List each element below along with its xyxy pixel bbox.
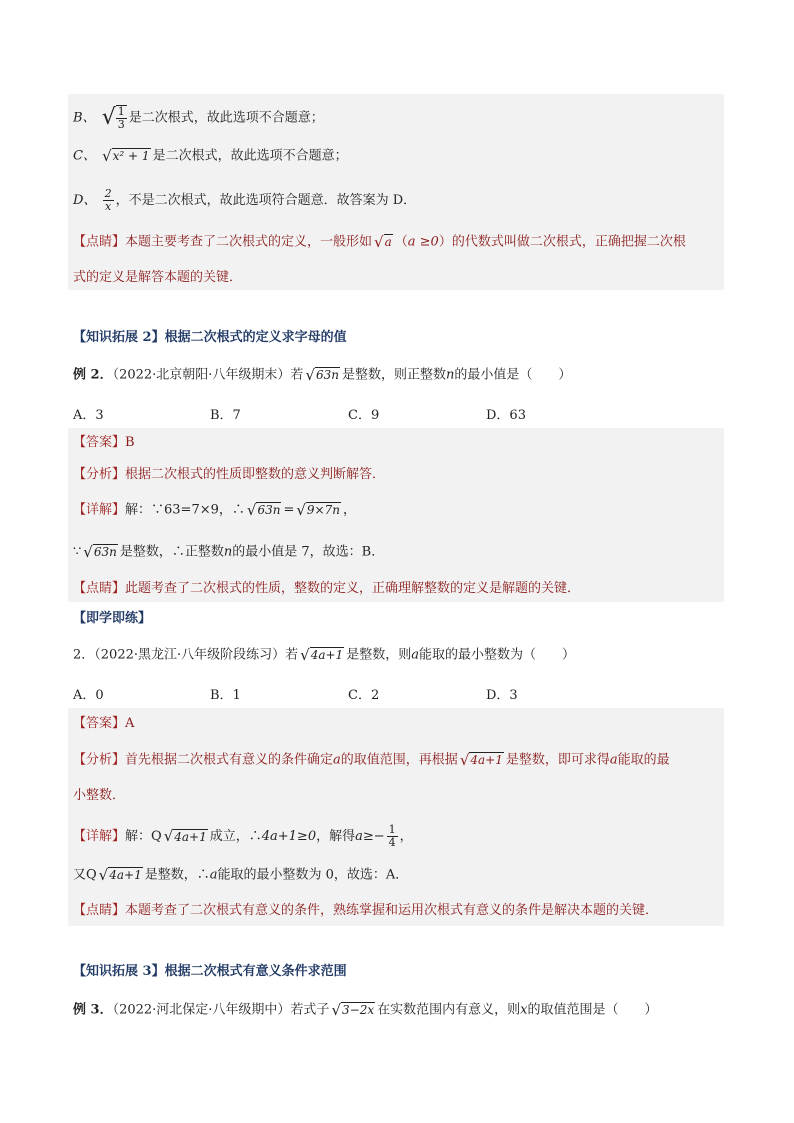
answer-value: A [125,716,135,731]
option-label: B、 [73,110,96,126]
question-number: 2． [73,647,95,663]
radicand: 4a+1 [470,753,503,767]
sqrt-fraction: √ $\frac{1}{3}$ [101,105,125,131]
xiangjie-line-2 [73,542,384,563]
sqrt-expression: √x² + 1 [102,146,150,165]
option-c-explanation [73,146,348,167]
section-heading-3: 【知识拓展 3】根据二次根式有意义条件求范围 [73,964,347,979]
option-b-explanation [73,105,324,131]
radicand: 4a+1 [174,829,207,844]
radicand: 63n [93,545,117,559]
result: a≥− [355,829,385,844]
fenxi-text: 根据二次根式的性质即整数的意义判断解答． [125,467,386,482]
punctuation: ， [342,502,356,518]
choice-c: C．9 [348,408,380,423]
answer-line [73,714,134,734]
sqrt-9x7n: √9×7n [296,500,340,519]
sqrt-63n: √63n [246,500,281,519]
question-text: 在实数范围内有意义，则 [377,1002,521,1018]
variable: a [609,752,618,768]
option-label: C、 [73,148,96,164]
dianjing-tag: 【点睛】 [73,581,126,596]
choice-b: B．1 [210,688,241,703]
answer-line [73,433,135,453]
dianjing-text: 此题考查了二次根式的性质，整数的定义，正确理解整数的定义是解题的关键． [125,581,581,596]
fenxi-line [73,465,385,485]
xiangjie-text: 又Q [73,867,97,883]
answer-tag: 【答案】 [73,716,126,731]
variable: a [333,752,341,768]
dianjing-line [73,901,658,921]
xiangjie-text: 解：Q [125,829,162,844]
dianjing-text: 本题主要考查了二次根式的定义，一般形如 [125,234,373,250]
question-text: 是整数，则正整数 [342,367,447,383]
practice-heading: 【即学即练】 [73,611,152,626]
sqrt-4a-plus-1: √4a+1 [163,827,207,845]
because-symbol: ∵ [73,544,82,560]
xiangjie-line [73,500,356,521]
variable: n [446,367,455,383]
sqrt-3-minus-2x: √3−2x [331,1000,375,1019]
fraction-denominator: 4 [388,836,396,849]
sqrt-4a-plus-1: √4a+1 [98,865,142,884]
example-3-question [73,1000,657,1021]
section-heading-2: 【知识拓展 2】根据二次根式的定义求字母的值 [73,330,347,345]
choice-a: A．0 [73,688,104,703]
xiangjie-line-2 [73,865,408,886]
sqrt-4a-plus-1: √4a+1 [459,750,503,769]
question-text: 是整数，则 [346,647,412,663]
fenxi-text: 能取的最 [617,752,670,768]
option-d-explanation [73,188,416,213]
xiangjie-text: 是整数，∴正整数 [119,544,224,560]
variable: n [223,544,233,560]
xiangjie-text: 是整数，∴ [144,867,210,883]
radicand: 63n [257,503,281,517]
sqrt-a: √a [374,232,392,251]
xiangjie-text: 能取的最小整数为 0，故选：A． [217,867,409,883]
choice-b: B．7 [210,408,241,423]
radicand: 3−2x [342,1003,375,1017]
variable: x [520,1002,528,1018]
choice-d: D．3 [486,688,518,703]
radicand: 9×7n [306,503,340,517]
question-source: （2022·北京朝阳·八年级期末）若 [112,367,304,383]
dianjing-tag: 【点睛】 [73,903,126,918]
fenxi-tag: 【分析】 [73,752,126,768]
solution-box-3 [68,708,724,926]
example-label: 例 3． [73,1002,113,1018]
xiangjie-text: 的最小值是 7，故选：B． [232,544,385,560]
fenxi-text: 的取值范围，再根据 [340,752,458,768]
practice-question [73,645,575,666]
answer-value: B [125,435,135,450]
sqrt-4a-plus-1: √4a+1 [300,645,344,664]
xiangjie-tag: 【详解】 [73,502,126,518]
dianjing-text: （ [394,234,408,250]
fraction-denominator: 3 [117,118,125,131]
sqrt-63n: √63n [83,542,117,561]
explanation-text: 是二次根式，故此选项不合题意； [152,148,348,164]
fraction [103,188,114,213]
xiangjie-text: 成立，∴ [209,829,262,844]
fraction-numerator: 2 [104,187,112,200]
xiangjie-tag: 【详解】 [73,829,126,844]
fraction-denominator: x [104,200,112,213]
xiangjie-text: 解：∵63=7×9，∴ [125,502,245,518]
fenxi-text: 是整数，即可求得 [505,752,610,768]
choice-c: C．2 [348,688,380,703]
fenxi-line-1 [73,750,670,771]
question-text: 的取值范围是（ ） [527,1002,658,1018]
question-text: 的最小值是（ ） [454,367,572,383]
radicand: 63n [316,368,339,382]
radicand: 4a+1 [109,868,142,882]
answer-tag: 【答案】 [73,435,126,450]
fenxi-text: 首先根据二次根式有意义的条件确定 [125,752,334,768]
variable: a [209,867,218,883]
dianjing-tag: 【点睛】 [73,234,126,250]
sqrt-63n: √63n [305,365,339,384]
choice-a: A．3 [73,408,104,423]
xiangjie-line [73,824,413,849]
fraction-numerator: 1 [117,105,125,118]
radicand: x² + 1 [112,149,150,163]
variable: a [411,647,419,663]
choice-d: D．63 [486,408,526,423]
inequality: 4a+1≥0 [261,829,317,844]
dianjing-line-1 [73,232,686,253]
radicand: 4a+1 [310,648,344,662]
fenxi-line-2: 小整数． [73,788,126,803]
xiangjie-text: ，解得 [316,829,356,844]
fraction [387,824,398,849]
option-label: D、 [73,193,97,208]
question-source: （2022·河北保定·八年级期中）若式子 [112,1002,330,1018]
fraction-numerator: 1 [388,823,396,836]
example-label: 例 2． [73,367,113,383]
punctuation: ， [399,829,413,844]
question-source: （2022·黑龙江·八年级阶段练习）若 [94,647,299,663]
example-2-question [73,365,571,386]
dianjing-text: 本题考查了二次根式有意义的条件，熟练掌握和运用次根式有意义的条件是解决本题的关键． [125,903,659,918]
dianjing-line [73,579,580,599]
dianjing-text: ）的代数式叫做二次根式，正确把握二次根 [438,234,686,250]
explanation-text: ，不是二次根式，故此选项符合题意．故答案为 D． [115,193,417,208]
fenxi-tag: 【分析】 [73,467,126,482]
condition: a ≥0 [407,234,439,250]
radicand: a [384,235,392,249]
explanation-text: 是二次根式，故此选项不合题意； [128,110,324,126]
equals-sign: = [283,502,295,518]
question-text: 能取的最小整数为（ ） [418,647,575,663]
dianjing-line-2: 式的定义是解答本题的关键． [73,270,243,285]
